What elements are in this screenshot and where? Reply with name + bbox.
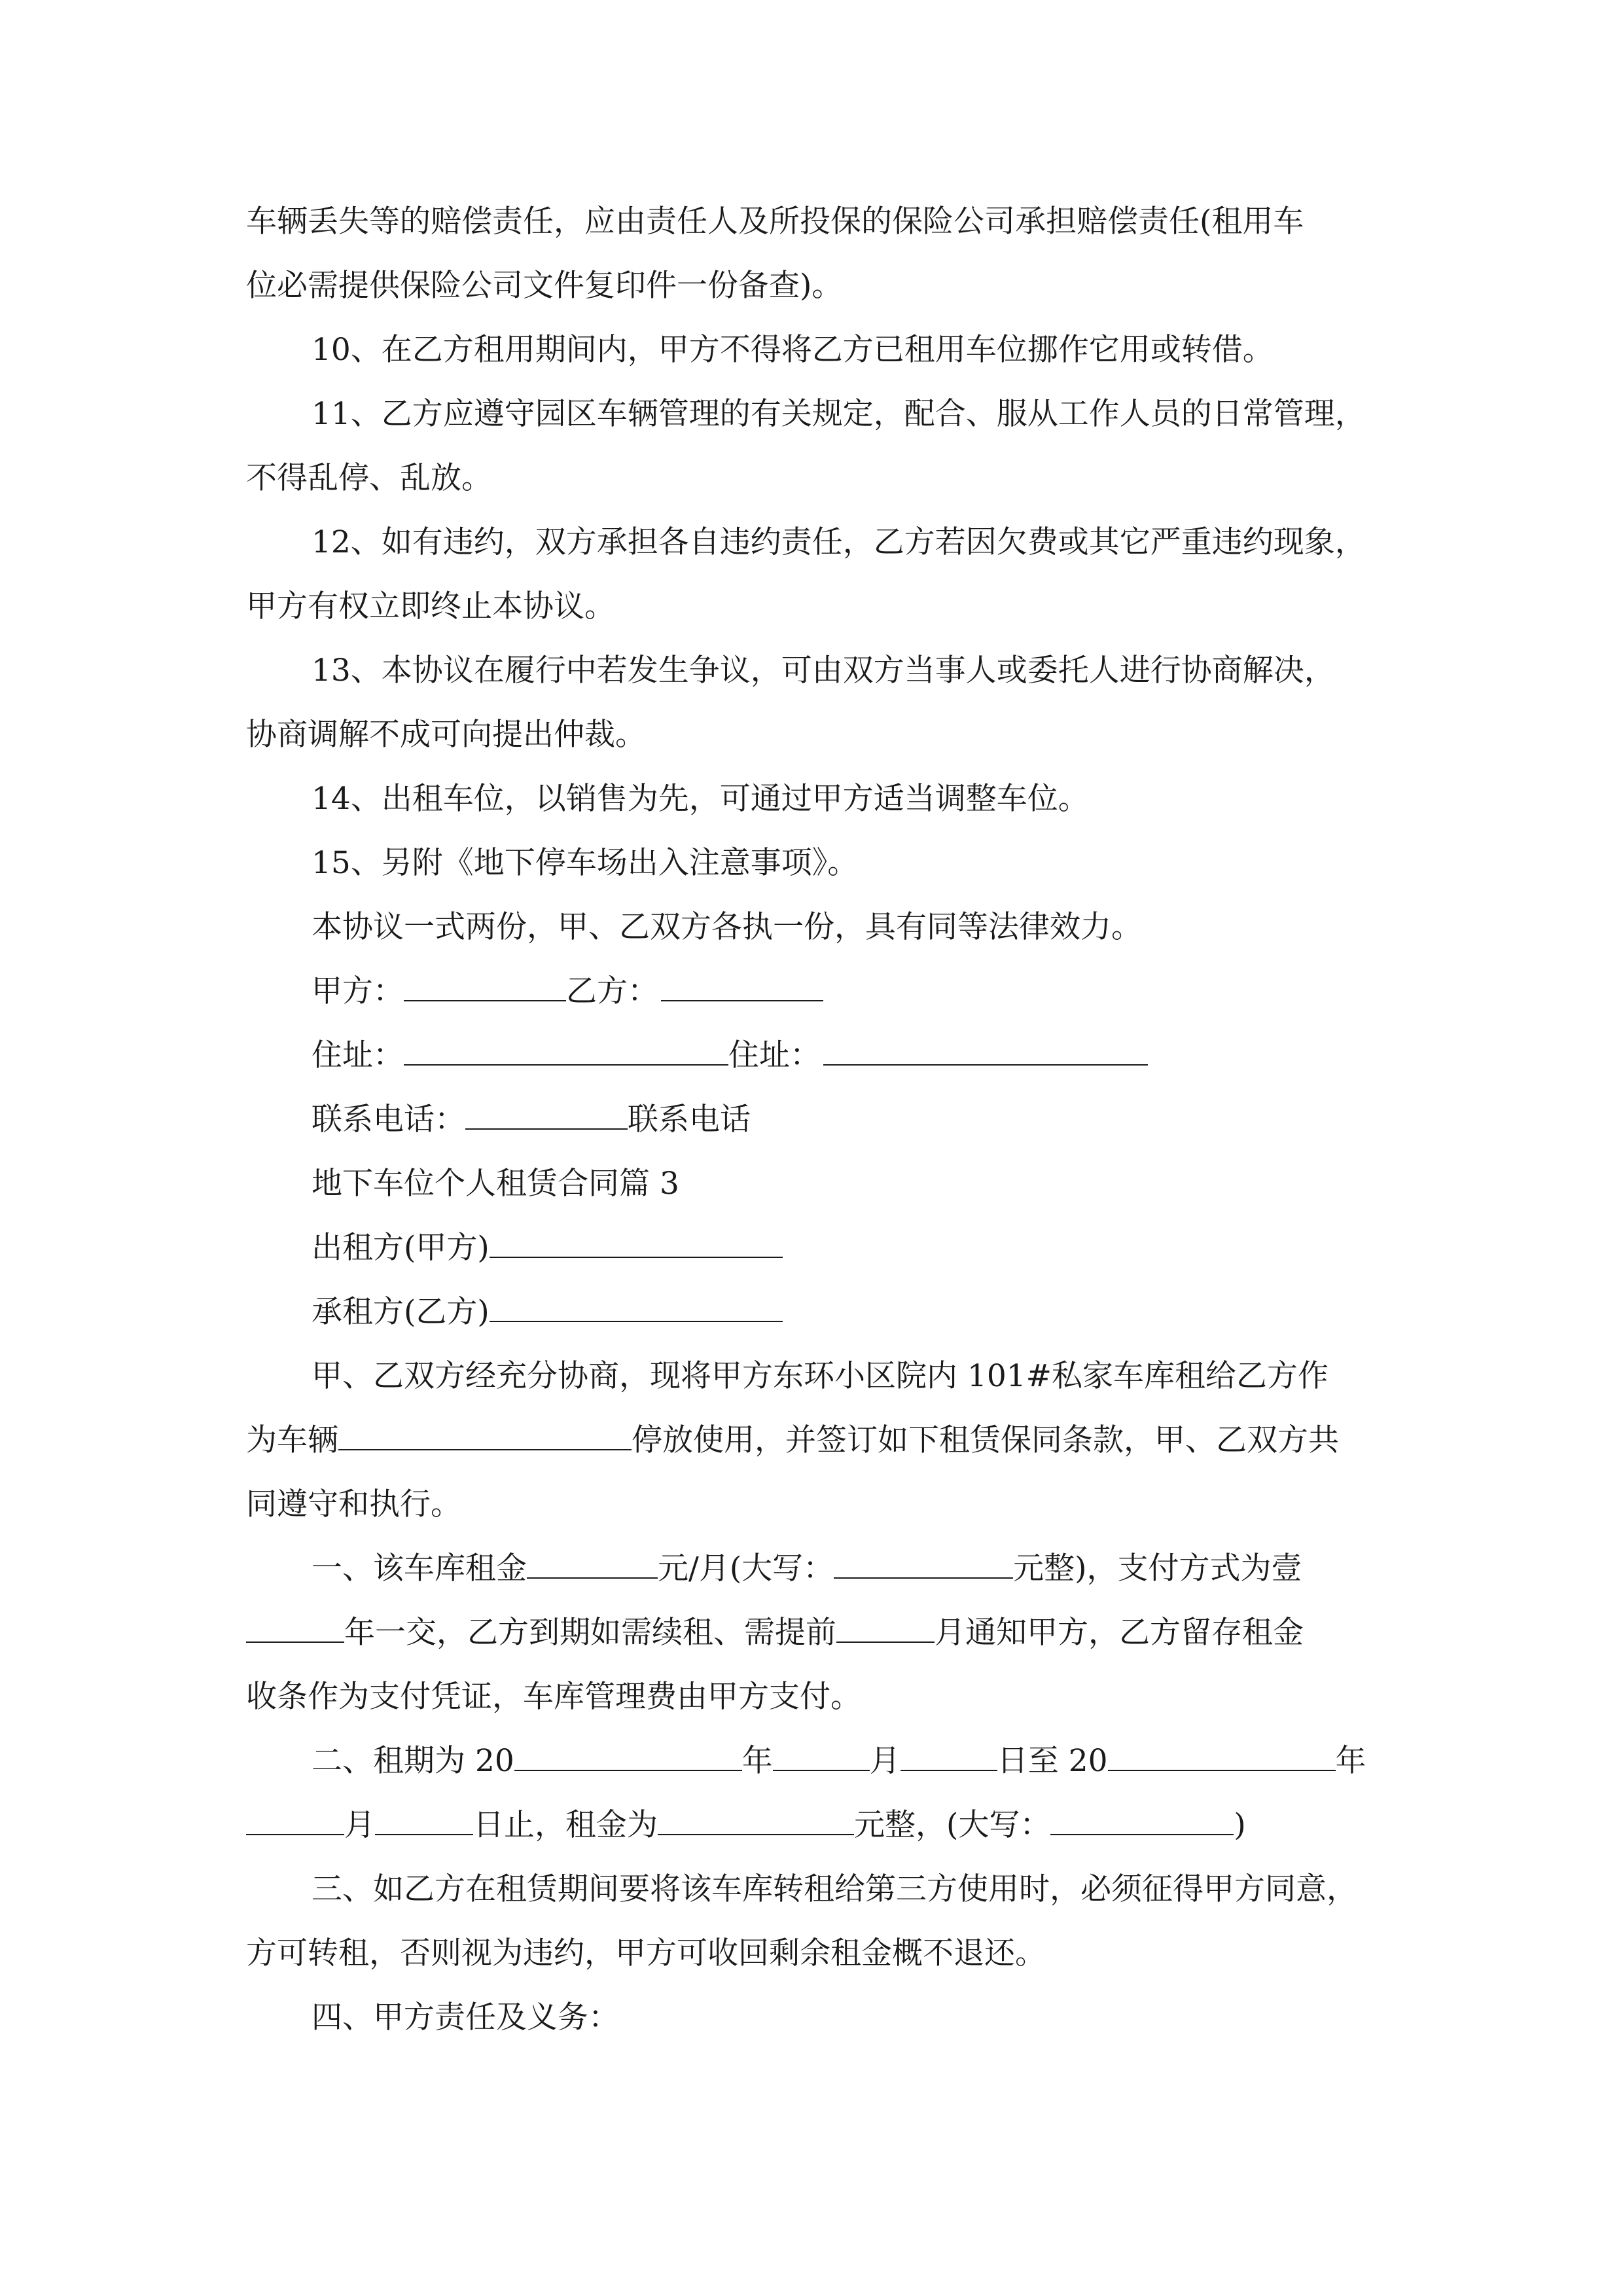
clause-text: 元整，(大写：: [854, 1807, 1051, 1843]
clause-13: 13、本协议在履行中若发生争议，可由双方当事人或委托人进行协商解决，: [312, 653, 1335, 689]
party-b-label: 乙方：: [566, 973, 658, 1009]
clause-14: 14、出租车位，以销售为先，可通过甲方适当调整车位。: [312, 781, 1089, 817]
rent-words-blank[interactable]: [834, 1554, 1013, 1579]
address-b-blank[interactable]: [823, 1041, 1148, 1066]
rent-total-words-blank[interactable]: [1050, 1810, 1234, 1835]
notice-period-blank[interactable]: [836, 1618, 935, 1643]
clause-sublease: 三、如乙方在租赁期间要将该车库转租给第三方使用时，必须征得甲方同意，: [312, 1871, 1357, 1907]
party-b-blank[interactable]: [661, 977, 823, 1001]
phone-a-label: 联系电话：: [312, 1102, 465, 1138]
address-b-label: 住址：: [728, 1037, 821, 1073]
lessor-blank[interactable]: [490, 1233, 783, 1258]
lessee-label: 承租方(乙方): [312, 1294, 490, 1330]
clause-text: 日至 20: [997, 1743, 1108, 1779]
rent-blank[interactable]: [527, 1554, 658, 1579]
clause-text: 一、该车库租金: [312, 1551, 527, 1587]
end-year-blank[interactable]: [1108, 1746, 1336, 1771]
phone-a-blank[interactable]: [465, 1105, 628, 1130]
clause-text: 月: [344, 1807, 375, 1843]
phone-b-label: 联系电话: [628, 1102, 751, 1138]
clause-text: 二、租期为 20: [312, 1743, 514, 1779]
validity-statement: 本协议一式两份，甲、乙双方各执一份，具有同等法律效力。: [312, 909, 1142, 945]
document-page: [246, 190, 1388, 2050]
end-month-blank[interactable]: [246, 1810, 344, 1835]
clause-sublease: 方可转租，否则视为违约，甲方可收回剩余租金概不退还。: [246, 1935, 1046, 1971]
intro-line: 甲、乙双方经充分协商，现将甲方东环小区院内 101#私家车库租给乙方作: [312, 1358, 1329, 1394]
clause-rent-line: [246, 1601, 1388, 1665]
party-a-blank[interactable]: [404, 977, 566, 1001]
clause-text: 年: [741, 1743, 773, 1779]
paragraph-line: 不得乱停、乱放。: [246, 460, 492, 496]
clause-10: 10、在乙方租用期间内，甲方不得将乙方已租用车位挪作它用或转借。: [312, 332, 1274, 368]
paragraph-line: 位必需提供保险公司文件复印件一份备查)。: [246, 268, 843, 304]
clause-rent-line: [246, 1537, 1388, 1601]
rent-total-blank[interactable]: [658, 1810, 854, 1835]
end-day-blank[interactable]: [375, 1810, 473, 1835]
intro-line: 同遵守和执行。: [246, 1486, 461, 1522]
clause-11: 11、乙方应遵守园区车辆管理的有关规定，配合、服从工作人员的日常管理，: [312, 396, 1366, 432]
paragraph-line: 车辆丢失等的赔偿责任，应由责任人及所投保的保险公司承担赔偿责任(租用车: [246, 204, 1304, 240]
vehicle-blank[interactable]: [338, 1426, 632, 1450]
party-a-label: 甲方：: [312, 973, 404, 1009]
intro-text: 停放使用，并签订如下租赁保同条款，甲、乙双方共: [632, 1422, 1339, 1458]
signature-addresses: [246, 1024, 1388, 1088]
address-a-label: 住址：: [312, 1037, 404, 1073]
address-a-blank[interactable]: [404, 1041, 728, 1066]
clause-text: 年: [1335, 1743, 1366, 1779]
lessee-blank[interactable]: [490, 1297, 783, 1322]
start-year-blank[interactable]: [514, 1746, 742, 1771]
paragraph-line: 协商调解不成可向提出仲裁。: [246, 717, 646, 753]
section-title: 地下车位个人租赁合同篇 3: [312, 1166, 679, 1202]
payment-period-blank[interactable]: [246, 1618, 344, 1643]
clause-text: 日止，租金为: [473, 1807, 658, 1843]
signature-parties: [246, 960, 1388, 1024]
signature-phones: [246, 1088, 1388, 1152]
clause-text: 元/月(大写：: [658, 1551, 834, 1587]
clause-15: 15、另附《地下停车场出入注意事项》。: [312, 845, 859, 881]
intro-line: [246, 1408, 1388, 1473]
start-month-blank[interactable]: [773, 1746, 870, 1771]
paragraph-line: 甲方有权立即终止本协议。: [246, 588, 615, 624]
lessor-line: [246, 1216, 1388, 1280]
clause-rent-line: 收条作为支付凭证，车库管理费由甲方支付。: [246, 1679, 861, 1715]
start-day-blank[interactable]: [901, 1746, 997, 1771]
clause-12: 12、如有违约，双方承担各自违约责任，乙方若因欠费或其它严重违约现象，: [312, 524, 1366, 560]
lessor-label: 出租方(甲方): [312, 1230, 490, 1266]
intro-text: 为车辆: [246, 1422, 338, 1458]
clause-text: 月: [869, 1743, 901, 1779]
clause-text: 年一交，乙方到期如需续租、需提前: [344, 1615, 836, 1651]
clause-term-line: [246, 1793, 1388, 1857]
clause-text: 元整)，支付方式为壹: [1013, 1551, 1302, 1587]
lessee-line: [246, 1280, 1388, 1344]
clause-text: 月通知甲方，乙方留存租金: [935, 1615, 1304, 1651]
clause-term-line: [246, 1729, 1388, 1793]
clause-lessor-duties: 四、甲方责任及义务：: [312, 2000, 619, 2036]
clause-text: ): [1234, 1807, 1246, 1843]
